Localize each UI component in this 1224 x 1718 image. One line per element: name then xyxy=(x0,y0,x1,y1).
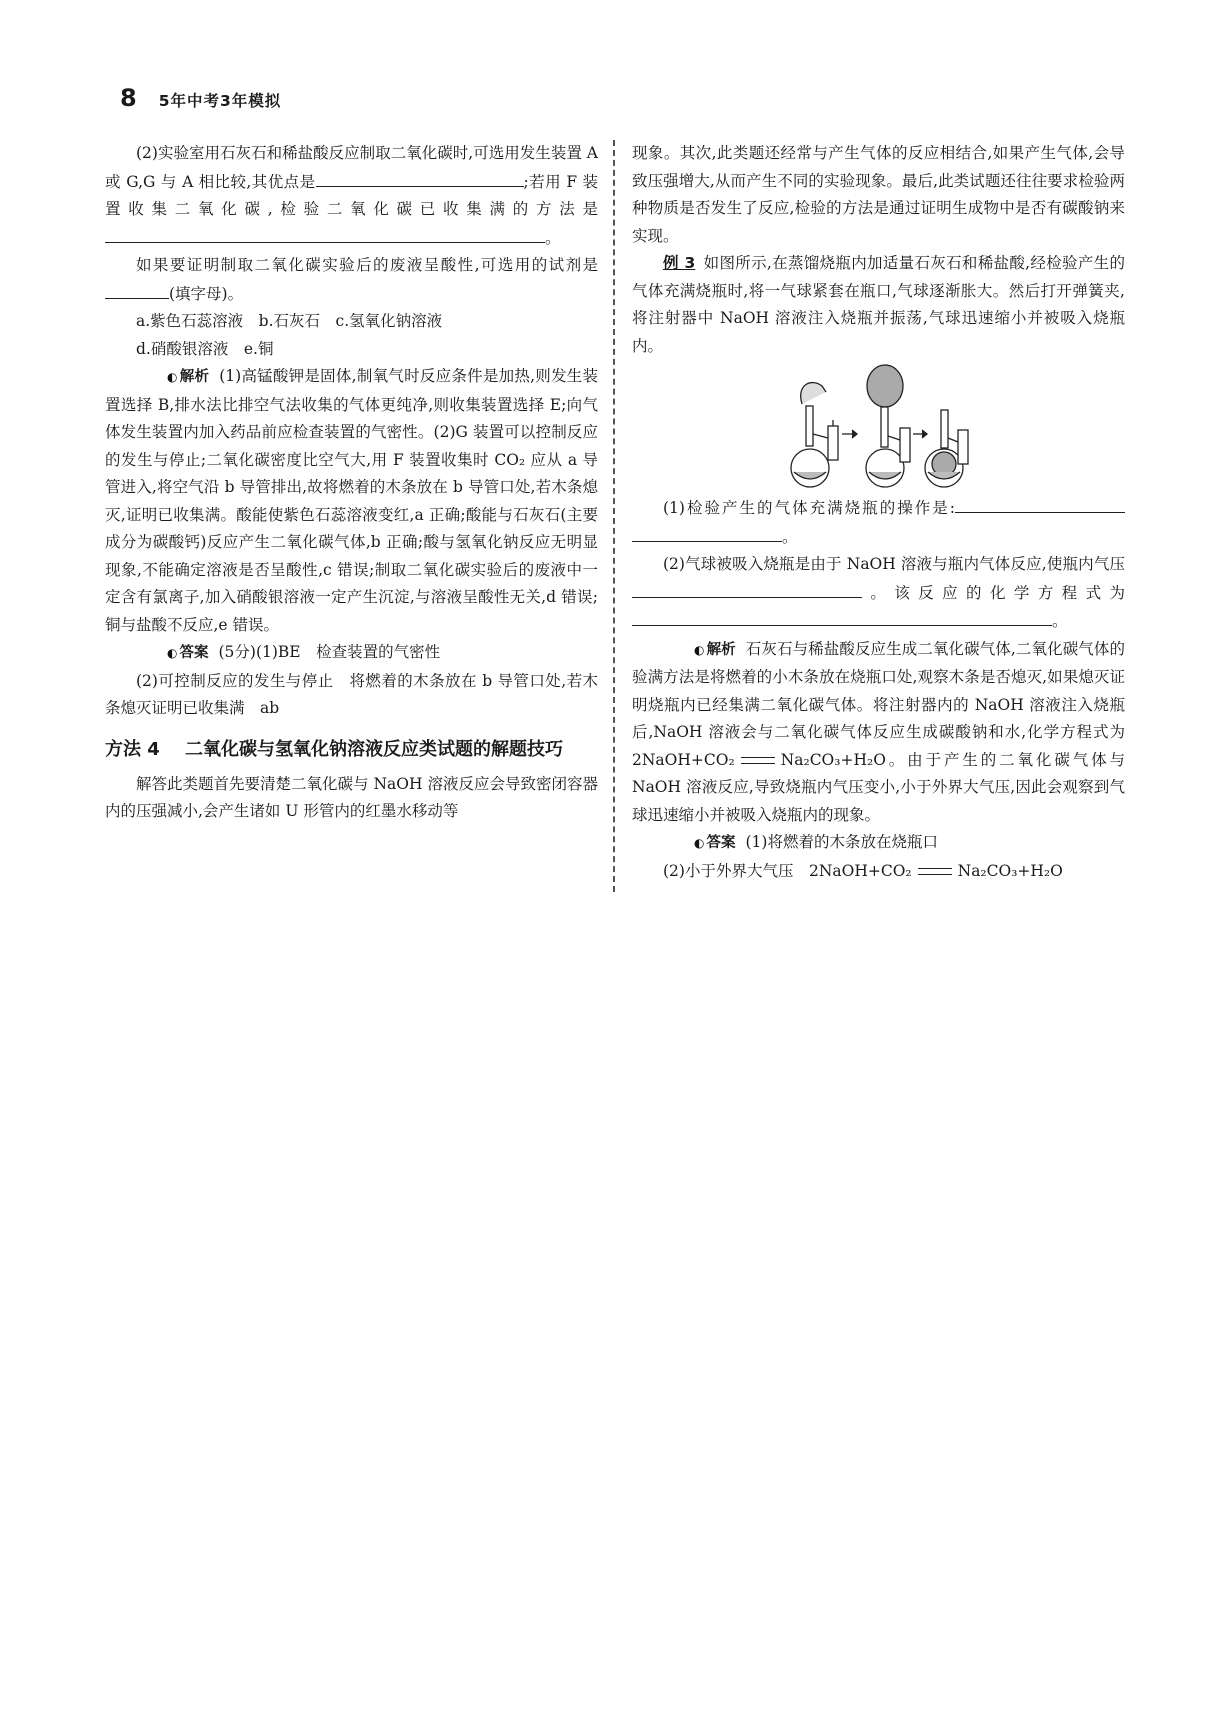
analysis-mark-icon: ◐ xyxy=(694,642,705,657)
answer-blank[interactable] xyxy=(515,224,545,243)
answer-blank[interactable] xyxy=(476,168,524,187)
answer-blank[interactable] xyxy=(632,607,1052,626)
question-1: (1)检验产生的气体充满烧瓶的操作是:。 xyxy=(632,494,1125,551)
question-2-right: (2)气球被吸入烧瓶是由于 NaOH 溶液与瓶内气体反应,使瓶内气压。该反应的化学方程式为。 xyxy=(632,551,1125,636)
method-text-continued: 现象。其次,此类题还经常与产生气体的反应相结合,如果产生气体,会导致压强增大,从而产生不同的实验现象。最后,此类试题还往往要求检验两种物质是否发生了反应,检验的方法是通过证明生成物中是否有碳酸钠来实现。 xyxy=(632,144,1125,245)
answer-line-2-right: (2)小于外界大气压 2NaOH+CO₂ Na₂CO₃+H₂O xyxy=(663,861,1063,880)
example-3: 例 3 如图所示,在蒸馏烧瓶内加适量石灰石和稀盐酸,经检验产生的气体充满烧瓶时,将一气球紧套在瓶口,气球逐渐胀大。然后打开弹簧夹,将注射器中 NaOH 溶液注入烧瓶并振荡,气球迅速缩小并被吸入烧瓶内。 xyxy=(632,254,1125,355)
apparatus-figure xyxy=(632,364,1125,494)
answer-blank[interactable] xyxy=(105,224,515,243)
equals-sign-icon xyxy=(741,757,775,764)
answer-mark-icon: ◐ xyxy=(167,646,178,660)
answer-blank[interactable] xyxy=(955,494,1125,513)
page-number: 8 xyxy=(120,84,137,112)
book-title: 5年中考3年模拟 xyxy=(158,92,282,110)
question-2: (2)实验室用石灰石和稀盐酸反应制取二氧化碳时,可选用发生装置 A 或 G,G 与 A 相比较,其优点是 ;若用 F 装置收集二氧化碳,检验二氧化碳已收集满的方法是。 xyxy=(105,144,599,247)
column-divider xyxy=(613,140,615,892)
answer-blank[interactable] xyxy=(316,168,476,187)
right-column xyxy=(632,140,1125,885)
page-header xyxy=(120,84,281,114)
analysis-block: ◐ 解析 (1)高锰酸钾是固体,制氧气时反应条件是加热,则发生装置选择 B,排水法比排空气法收集的气体更纯净,则收集装置选择 E;向气体发生装置内加入药品前应检查装置的气密性。(2)G 装置可以控制反应的发生与停止;二氧化碳密度比空气大,用 F 装置收集时 CO₂ 应从 a 导管进入,将空气沿 b 导管排出,故将燃着的木条放在 b 导管口处,若木条熄灭,证明已收集满。酸能使紫色石蕊溶液变红,a 正确;酸能与石灰石(主要成分为碳酸钙)反应产生二氧化碳气体,b 正确;酸与氢氧化钠反应无明显现象,不能确定溶液是否呈酸性,c 错误;制取二氧化碳实验后的废液中一定含有氯离子,加入硝酸银溶液一定产生沉淀,与溶液呈酸性无关,d 错误;铜与盐酸不反应,e 错误。 xyxy=(105,363,598,639)
flask-diagram xyxy=(782,364,972,492)
method-heading: 方法 4 二氧化碳与氢氧化钠溶液反应类试题的解题技巧 xyxy=(105,738,563,760)
answer-mark-icon: ◐ xyxy=(694,836,705,850)
method-text: 解答此类题首先要清楚二氧化碳与 NaOH 溶液反应会导致密闭容器内的压强减小,会产生诸如 U 形管内的红墨水移动等 xyxy=(105,774,598,820)
answer-blank[interactable] xyxy=(632,579,862,598)
options-line-2: d.硝酸银溶液 e.铜 xyxy=(136,339,274,358)
answer-block-right: ◐ 答案 (1)将燃着的木条放在烧瓶口 xyxy=(632,829,1125,858)
question-3: 如果要证明制取二氧化碳实验后的废液呈酸性,可选用的试剂是(填字母)。 xyxy=(105,252,598,308)
answer-blank[interactable] xyxy=(105,280,169,299)
options-line-1: a.紫色石蕊溶液 b.石灰石 c.氢氧化钠溶液 xyxy=(136,312,443,330)
equals-sign-icon xyxy=(918,868,952,875)
answer-line-2: (2)可控制反应的发生与停止 将燃着的木条放在 b 导管口处,若木条熄灭证明已收集满 ab xyxy=(105,671,598,717)
analysis-block-right: ◐ 解析 石灰石与稀盐酸反应生成二氧化碳气体,二氧化碳气体的验满方法是将燃着的小木条放在烧瓶口处,观察木条是否熄灭,如果熄灭证明烧瓶内已经集满二氧化碳气体。将注射器内的 NaOH 溶液注入烧瓶后,NaOH 溶液会与二氧化碳气体反应生成碳酸钠和水,化学方程式为 2NaOH+CO₂ Na₂CO₃+H₂O。由于产生的二氧化碳气体与 NaOH 溶液反应,导致烧瓶内气压变小,小于外界大气压,因此会观察到气球迅速缩小并被吸入烧瓶内的现象。 xyxy=(632,636,1125,830)
analysis-mark-icon: ◐ xyxy=(167,370,178,384)
answer-block: ◐ 答案 (5分)(1)BE 检查装置的气密性 xyxy=(105,639,598,668)
answer-blank[interactable] xyxy=(632,523,782,542)
left-column xyxy=(105,140,598,826)
